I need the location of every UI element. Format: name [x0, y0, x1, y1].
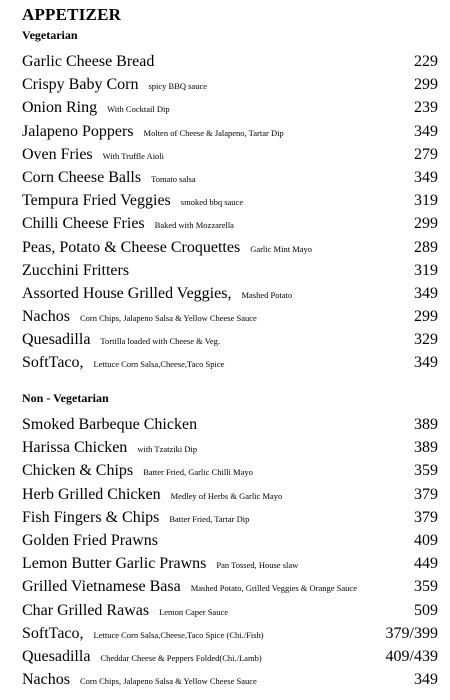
vegetarian-list — [22, 51, 438, 376]
item-description: Cheddar Cheese & Peppers Folded(Chi./Lamb) — [100, 652, 262, 663]
item-price: 379 — [414, 508, 438, 526]
item-description: Corn Chips, Jalapeno Salsa & Yellow Cheese Sauce — [79, 676, 257, 687]
item-name: Quesadilla — [22, 331, 91, 349]
menu-item — [22, 600, 438, 623]
item-description: Lettuce Corn Salsa,Cheese,Taco Spice — [93, 359, 225, 370]
item-price: 319 — [414, 261, 438, 279]
item-name: Lemon Butter Garlic Prawns — [22, 555, 207, 573]
item-name: Herb Grilled Chicken — [22, 485, 161, 503]
item-description: Medley of Herbs & Garlic Mayo — [170, 490, 283, 501]
item-price: 359 — [414, 578, 438, 596]
item-description: Lemon Caper Sauce — [159, 606, 228, 617]
item-name: Fish Fingers & Chips — [22, 508, 160, 526]
item-description: Tortilla loaded with Cheese & Veg. — [100, 336, 221, 347]
menu-item — [22, 306, 438, 329]
item-price: 349 — [414, 354, 438, 372]
item-price: 299 — [414, 308, 438, 326]
menu-item — [22, 237, 438, 260]
non-vegetarian-heading: Non - Vegetarian — [22, 391, 109, 405]
item-price: 449 — [414, 555, 438, 573]
menu-item — [22, 646, 438, 669]
menu-item — [22, 283, 438, 306]
non-vegetarian-list — [22, 414, 438, 692]
item-name: Jalapeno Poppers — [22, 122, 134, 140]
item-price: 289 — [414, 238, 438, 256]
item-name: Char Grilled Rawas — [22, 601, 150, 619]
item-description: Batter Fried, Garlic Chilli Mayo — [143, 467, 253, 478]
menu-item — [22, 352, 438, 375]
item-price: 319 — [414, 192, 438, 210]
menu-item — [22, 507, 438, 530]
item-description: Corn Chips, Jalapeno Salsa & Yellow Cheese Sauce — [79, 313, 257, 324]
menu-item — [22, 669, 438, 692]
item-price: 409/439 — [385, 647, 438, 665]
item-name: SoftTaco, — [22, 624, 84, 642]
menu-item — [22, 74, 438, 97]
item-name: Assorted House Grilled Veggies, — [22, 284, 232, 302]
item-description: Batter Fried, Tartar Dip — [169, 513, 250, 524]
item-name: Peas, Potato & Cheese Croquettes — [22, 238, 241, 256]
item-price: 509 — [414, 601, 438, 619]
item-description: Lettuce Corn Salsa,Cheese,Taco Spice (Chi./Fish) — [93, 629, 264, 640]
menu-item — [22, 414, 438, 437]
item-name: Garlic Cheese Bread — [22, 53, 155, 70]
item-price: 329 — [414, 331, 438, 349]
menu-item — [22, 260, 438, 283]
item-description: spicy BBQ sauce — [148, 81, 207, 92]
item-name: Oven Fries — [22, 145, 93, 163]
menu-item — [22, 97, 438, 120]
menu-item — [22, 167, 438, 190]
item-price: 349 — [414, 284, 438, 302]
menu-item — [22, 530, 438, 553]
item-description: Tomato salsa — [151, 173, 196, 184]
item-name: Nachos — [22, 671, 70, 689]
page-title: APPETIZER — [22, 5, 122, 24]
item-name: Crispy Baby Corn — [22, 76, 139, 94]
item-description: With Cocktail Dip — [107, 104, 170, 115]
item-name: Golden Fried Prawns — [22, 531, 158, 549]
item-description: Pan Tossed, House slaw — [216, 560, 299, 571]
item-price: 239 — [414, 99, 438, 117]
item-description: Molten of Cheese & Jalapeno, Tartar Dip — [143, 127, 284, 138]
item-name: Chicken & Chips — [22, 462, 134, 480]
item-description: Mashed Potato, Grilled Veggies & Orange Sauce — [190, 583, 357, 594]
item-description: Mashed Potato — [241, 289, 293, 300]
item-price: 409 — [414, 531, 438, 549]
menu-item — [22, 437, 438, 460]
item-price: 299 — [414, 215, 438, 233]
item-price: 349 — [414, 122, 438, 140]
menu-item — [22, 144, 438, 167]
menu-item — [22, 51, 438, 74]
menu-item — [22, 553, 438, 576]
item-price: 389 — [414, 439, 438, 457]
menu-item — [22, 213, 438, 236]
menu-item — [22, 121, 438, 144]
item-name: Nachos — [22, 308, 70, 326]
item-name: Onion Ring — [22, 99, 98, 117]
item-description: with Tzatziki Dip — [137, 444, 198, 455]
item-description: Garlic Mint Mayo — [250, 243, 313, 254]
menu-item — [22, 329, 438, 352]
item-price: 379/399 — [385, 624, 438, 642]
item-price: 379 — [414, 485, 438, 503]
item-name: Harissa Chicken — [22, 439, 128, 457]
item-price: 279 — [414, 145, 438, 163]
item-name: Smoked Barbeque Chicken — [22, 416, 198, 433]
item-name: SoftTaco, — [22, 354, 84, 372]
item-price: 229 — [414, 53, 438, 70]
item-name: Chilli Cheese Fries — [22, 215, 145, 233]
item-description: Baked with Mozzarella — [154, 220, 234, 231]
menu-item — [22, 576, 438, 599]
menu-item — [22, 623, 438, 646]
item-name: Zucchini Fritters — [22, 261, 130, 279]
item-price: 349 — [414, 671, 438, 689]
item-name: Quesadilla — [22, 647, 91, 665]
item-description: With Truffle Aioli — [102, 150, 165, 161]
menu-item — [22, 484, 438, 507]
item-name: Corn Cheese Balls — [22, 168, 142, 186]
menu-item — [22, 190, 438, 213]
item-description: smoked bbq sauce — [180, 197, 244, 208]
menu-item — [22, 460, 438, 483]
vegetarian-heading: Vegetarian — [22, 28, 78, 42]
item-price: 299 — [414, 76, 438, 94]
item-name: Tempura Fried Veggies — [22, 192, 171, 210]
item-price: 389 — [414, 416, 438, 433]
item-name: Grilled Vietnamese Basa — [22, 578, 181, 596]
item-price: 359 — [414, 462, 438, 480]
item-price: 349 — [414, 168, 438, 186]
